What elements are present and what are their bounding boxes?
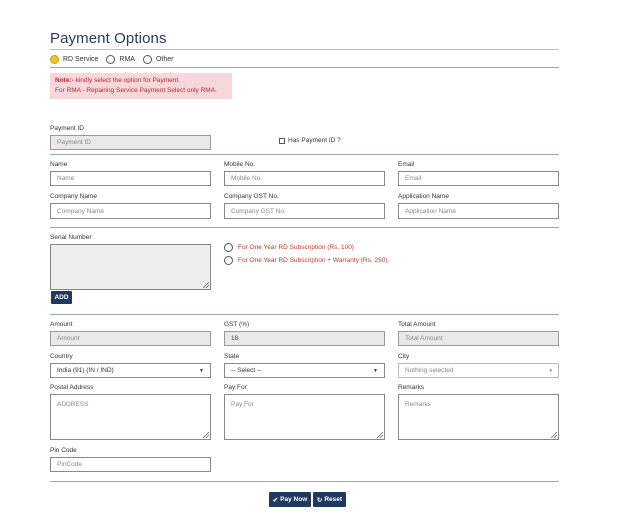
subscription-label: For One Year RD Subscription + Warranty (Rs. 250). — [238, 257, 390, 264]
name-input[interactable]: Name — [50, 171, 211, 186]
note-line-2: For RMA - Repairing Service Payment Select only RMA. — [55, 87, 217, 94]
company-gst-input[interactable]: Company GST No. — [224, 203, 385, 219]
caret-down-icon: ▼ — [199, 367, 204, 374]
subscription-option-warranty[interactable] — [224, 256, 389, 265]
payment-note — [50, 73, 232, 99]
postal-address-textarea[interactable] — [50, 394, 211, 440]
resize-grip-icon[interactable] — [377, 432, 383, 438]
page-title: Payment Options — [50, 30, 167, 47]
add-serial-button[interactable]: ADD — [51, 291, 72, 304]
payment-id-input[interactable]: Payment ID — [50, 135, 211, 150]
city-select[interactable] — [398, 363, 559, 378]
refresh-icon: ↻ — [316, 496, 323, 504]
gst-input[interactable]: 18 — [224, 331, 385, 346]
amount-label: Amount — [50, 321, 73, 328]
state-label: State — [224, 353, 240, 360]
pin-code-input[interactable]: PinCode — [50, 457, 211, 472]
radio-indicator[interactable] — [143, 55, 152, 64]
city-label: City — [398, 353, 410, 360]
payment-id-label: Payment ID — [50, 125, 84, 132]
pay-for-textarea[interactable] — [224, 394, 385, 440]
subscription-option-basic[interactable] — [224, 243, 354, 252]
mobile-label: Mobile No. — [224, 161, 256, 168]
radio-indicator[interactable] — [224, 256, 233, 265]
city-value: Nothing selected — [405, 367, 454, 374]
company-gst-label: Company GST No. — [224, 193, 279, 200]
pin-code-label: Pin Code — [50, 447, 77, 454]
radio-rma[interactable] — [106, 55, 135, 64]
caret-down-icon: ▼ — [373, 367, 378, 374]
pay-for-placeholder: Pay For — [231, 401, 254, 408]
chevron-down-icon: ▾ — [549, 367, 552, 374]
subscription-label: For One Year RD Subscription (Rs. 100) — [238, 244, 354, 251]
company-name-label: Company Name — [50, 193, 97, 200]
section-divider — [50, 481, 559, 482]
country-select[interactable] — [50, 363, 211, 378]
reset-button[interactable] — [313, 492, 346, 507]
radio-indicator[interactable] — [224, 243, 233, 252]
email-label: Email — [398, 161, 415, 168]
serial-number-textarea[interactable] — [50, 244, 211, 290]
note-prefix: Note:- — [55, 77, 74, 84]
radio-rd-service[interactable] — [50, 55, 98, 64]
reset-label: Reset — [324, 496, 343, 503]
checkbox-box[interactable] — [279, 138, 285, 144]
name-label: Name — [50, 161, 68, 168]
resize-grip-icon[interactable] — [203, 432, 209, 438]
remarks-label: Remarks — [398, 384, 425, 391]
total-amount-input[interactable]: Total Amount — [398, 331, 559, 346]
company-name-input[interactable]: Company Name — [50, 203, 211, 219]
pay-for-label: Pay For — [224, 384, 247, 391]
section-divider — [50, 154, 559, 155]
total-amount-label: Total Amount — [398, 321, 436, 328]
email-input[interactable]: Email — [398, 171, 559, 186]
title-divider — [50, 49, 559, 50]
radio-label: RMA — [119, 55, 135, 63]
radio-label: RD Service — [63, 55, 99, 63]
gst-label: GST (%) — [224, 321, 250, 328]
resize-grip-icon[interactable] — [203, 282, 209, 288]
mobile-input[interactable]: Mobile No. — [224, 171, 385, 186]
section-divider — [50, 227, 559, 228]
application-name-label: Application Name — [398, 193, 449, 200]
state-value: -- Select -- — [231, 367, 262, 374]
state-select[interactable] — [224, 363, 385, 378]
radio-label: Other — [155, 55, 174, 63]
application-name-input[interactable]: Application Name — [398, 203, 559, 219]
section-divider — [50, 314, 559, 315]
note-line-1: kindly select the option for Payment. — [73, 77, 181, 84]
country-label: Country — [50, 353, 73, 360]
postal-address-label: Postal Address — [50, 384, 94, 391]
serial-number-label: Serial Number — [50, 234, 92, 241]
section-divider — [50, 67, 559, 68]
remarks-placeholder: Remarks — [405, 401, 432, 408]
pay-now-button[interactable] — [269, 492, 311, 507]
remarks-textarea[interactable] — [398, 394, 559, 440]
payment-type-group — [50, 53, 181, 65]
check-icon: ✔ — [272, 496, 279, 504]
amount-input[interactable]: Amount — [50, 331, 211, 346]
resize-grip-icon[interactable] — [551, 432, 557, 438]
postal-placeholder: ADDRESS — [57, 401, 89, 408]
country-value: India (91) (IN / IND) — [57, 367, 114, 374]
has-payment-id-checkbox[interactable] — [279, 137, 341, 144]
pay-now-label: Pay Now — [280, 496, 308, 503]
has-payment-id-label: Has Payment ID ? — [288, 137, 341, 144]
radio-indicator[interactable] — [50, 55, 59, 64]
radio-other[interactable] — [143, 55, 174, 64]
radio-indicator[interactable] — [106, 55, 115, 64]
